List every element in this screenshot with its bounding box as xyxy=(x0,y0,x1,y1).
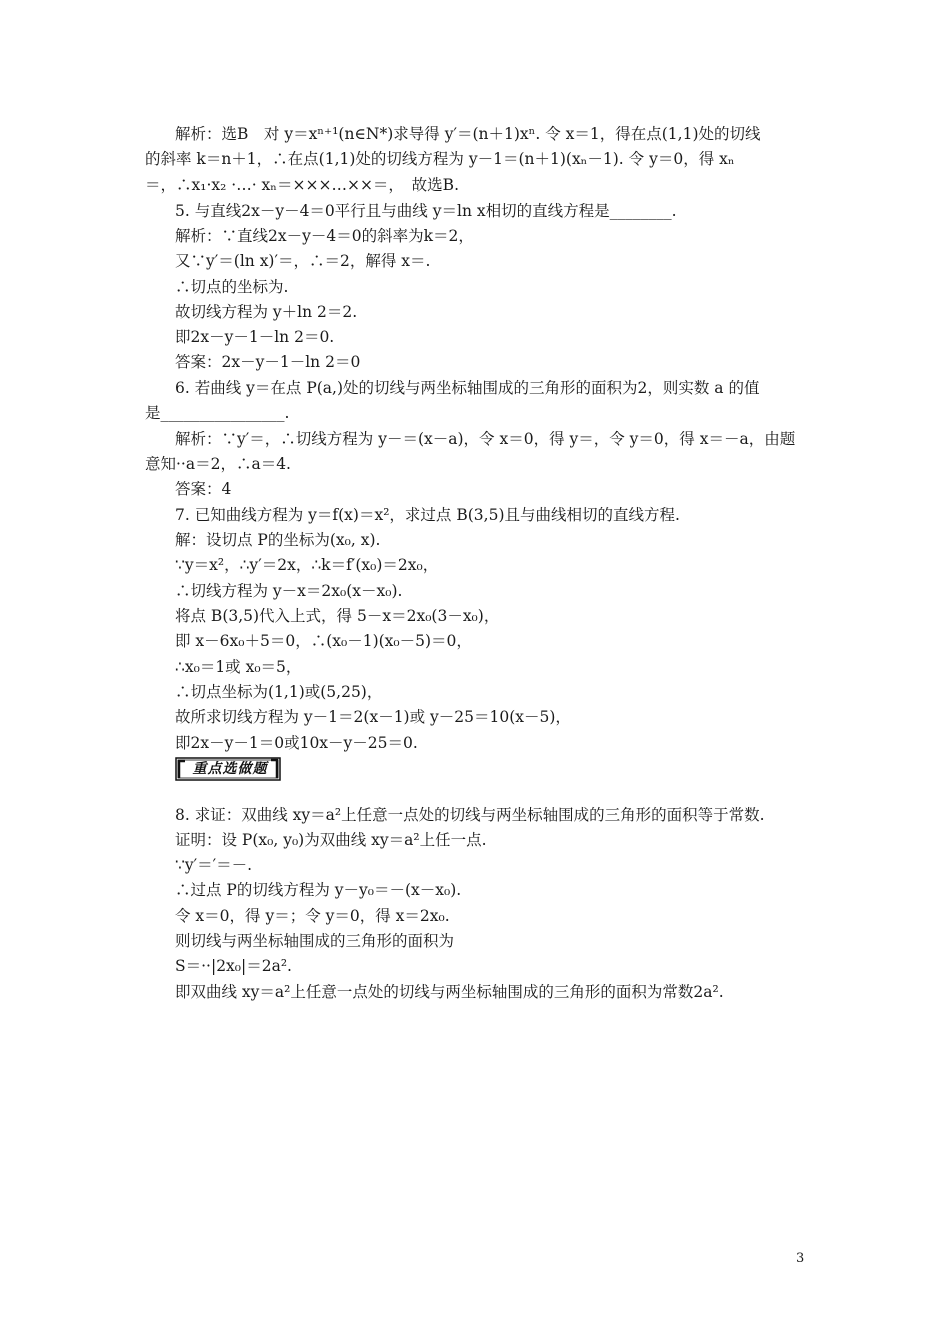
text-line: 8. 求证：双曲线 xy＝a²上任意一点处的切线与两坐标轴围成的三角形的面积等于常数. xyxy=(175,806,765,824)
text-line: ∴切点坐标为(1,1)或(5,25)， xyxy=(175,683,383,701)
text-line: 则切线与两坐标轴围成的三角形的面积为 xyxy=(175,932,455,950)
text-line: 答案：4 xyxy=(175,480,232,498)
text-line: 解析：∵直线2x－y－4＝0的斜率为k＝2， xyxy=(175,227,474,245)
page-number: 3 xyxy=(796,1251,805,1266)
section-badge xyxy=(175,757,281,781)
text-line: S＝··|2x₀|＝2a². xyxy=(175,957,292,975)
text-line: ∴切点的坐标为. xyxy=(175,278,289,296)
section-badge-label: 重点选做题 xyxy=(192,761,268,777)
text-line: 解：设切点 P的坐标为(x₀, x). xyxy=(175,531,381,549)
text-line: 意知··a＝2，∴a＝4. xyxy=(145,455,291,473)
text-line: 5. 与直线2x－y－4＝0平行且与曲线 y＝ln x相切的直线方程是________. xyxy=(175,202,677,220)
text-line: 解析：∵y′＝，∴切线方程为 y－＝(x－a)，令 x＝0，得 y＝，令 y＝0，得 x＝－a，由题 xyxy=(175,430,796,448)
text-line: 即2x－y－1－ln 2＝0. xyxy=(175,328,335,346)
text-line: 证明：设 P(x₀, y₀)为双曲线 xy＝a²上任一点. xyxy=(175,831,487,849)
text-line: ∵y′＝′＝－. xyxy=(175,856,253,874)
text-line: ∵y＝x²，∴y′＝2x，∴k＝f′(x₀)＝2x₀， xyxy=(175,556,439,574)
text-line: 即2x－y－1＝0或10x－y－25＝0. xyxy=(175,734,418,752)
text-line: 答案：2x－y－1－ln 2＝0 xyxy=(175,353,361,371)
text-line: 故切线方程为 y＋ln 2＝2. xyxy=(175,303,358,321)
text-line: 即双曲线 xy＝a²上任意一点处的切线与两坐标轴围成的三角形的面积为常数2a². xyxy=(175,983,724,1001)
text-line: 故所求切线方程为 y－1＝2(x－1)或 y－25＝10(x－5)， xyxy=(175,708,571,726)
text-line: 是________________. xyxy=(145,404,290,422)
text-line: 又∵y′＝(ln x)′＝，∴＝2，解得 x＝. xyxy=(175,252,431,270)
text-line: 6. 若曲线 y＝在点 P(a,)处的切线与两坐标轴围成的三角形的面积为2，则实数 a 的值 xyxy=(175,379,760,397)
text-line: 的斜率 k＝n＋1，∴在点(1,1)处的切线方程为 y－1＝(n＋1)(xₙ－1). 令 y＝0，得 xₙ xyxy=(145,150,735,168)
text-line: 解析：选B 对 y＝xⁿ⁺¹(n∈N*)求导得 y′＝(n＋1)xⁿ. 令 x＝1，得在点(1,1)处的切线 xyxy=(175,125,761,143)
text-line: 令 x＝0，得 y＝；令 y＝0，得 x＝2x₀. xyxy=(175,907,450,925)
text-line: 将点 B(3,5)代入上式，得 5－x＝2x₀(3－x₀)， xyxy=(175,607,500,625)
text-line: ∴x₀＝1或 x₀＝5， xyxy=(175,658,302,676)
text-line: 即 x－6x₀＋5＝0，∴(x₀－1)(x₀－5)＝0， xyxy=(175,632,472,650)
text-line: ＝，∴x₁·x₂ ·…· xₙ＝×××…××＝， 故选B. xyxy=(145,176,459,194)
text-line: 7. 已知曲线方程为 y＝f(x)＝x²，求过点 B(3,5)且与曲线相切的直线方程. xyxy=(175,506,680,524)
text-line: ∴过点 P的切线方程为 y－y₀＝－(x－x₀). xyxy=(175,881,462,899)
text-line: ∴切线方程为 y－x＝2x₀(x－x₀). xyxy=(175,582,403,600)
